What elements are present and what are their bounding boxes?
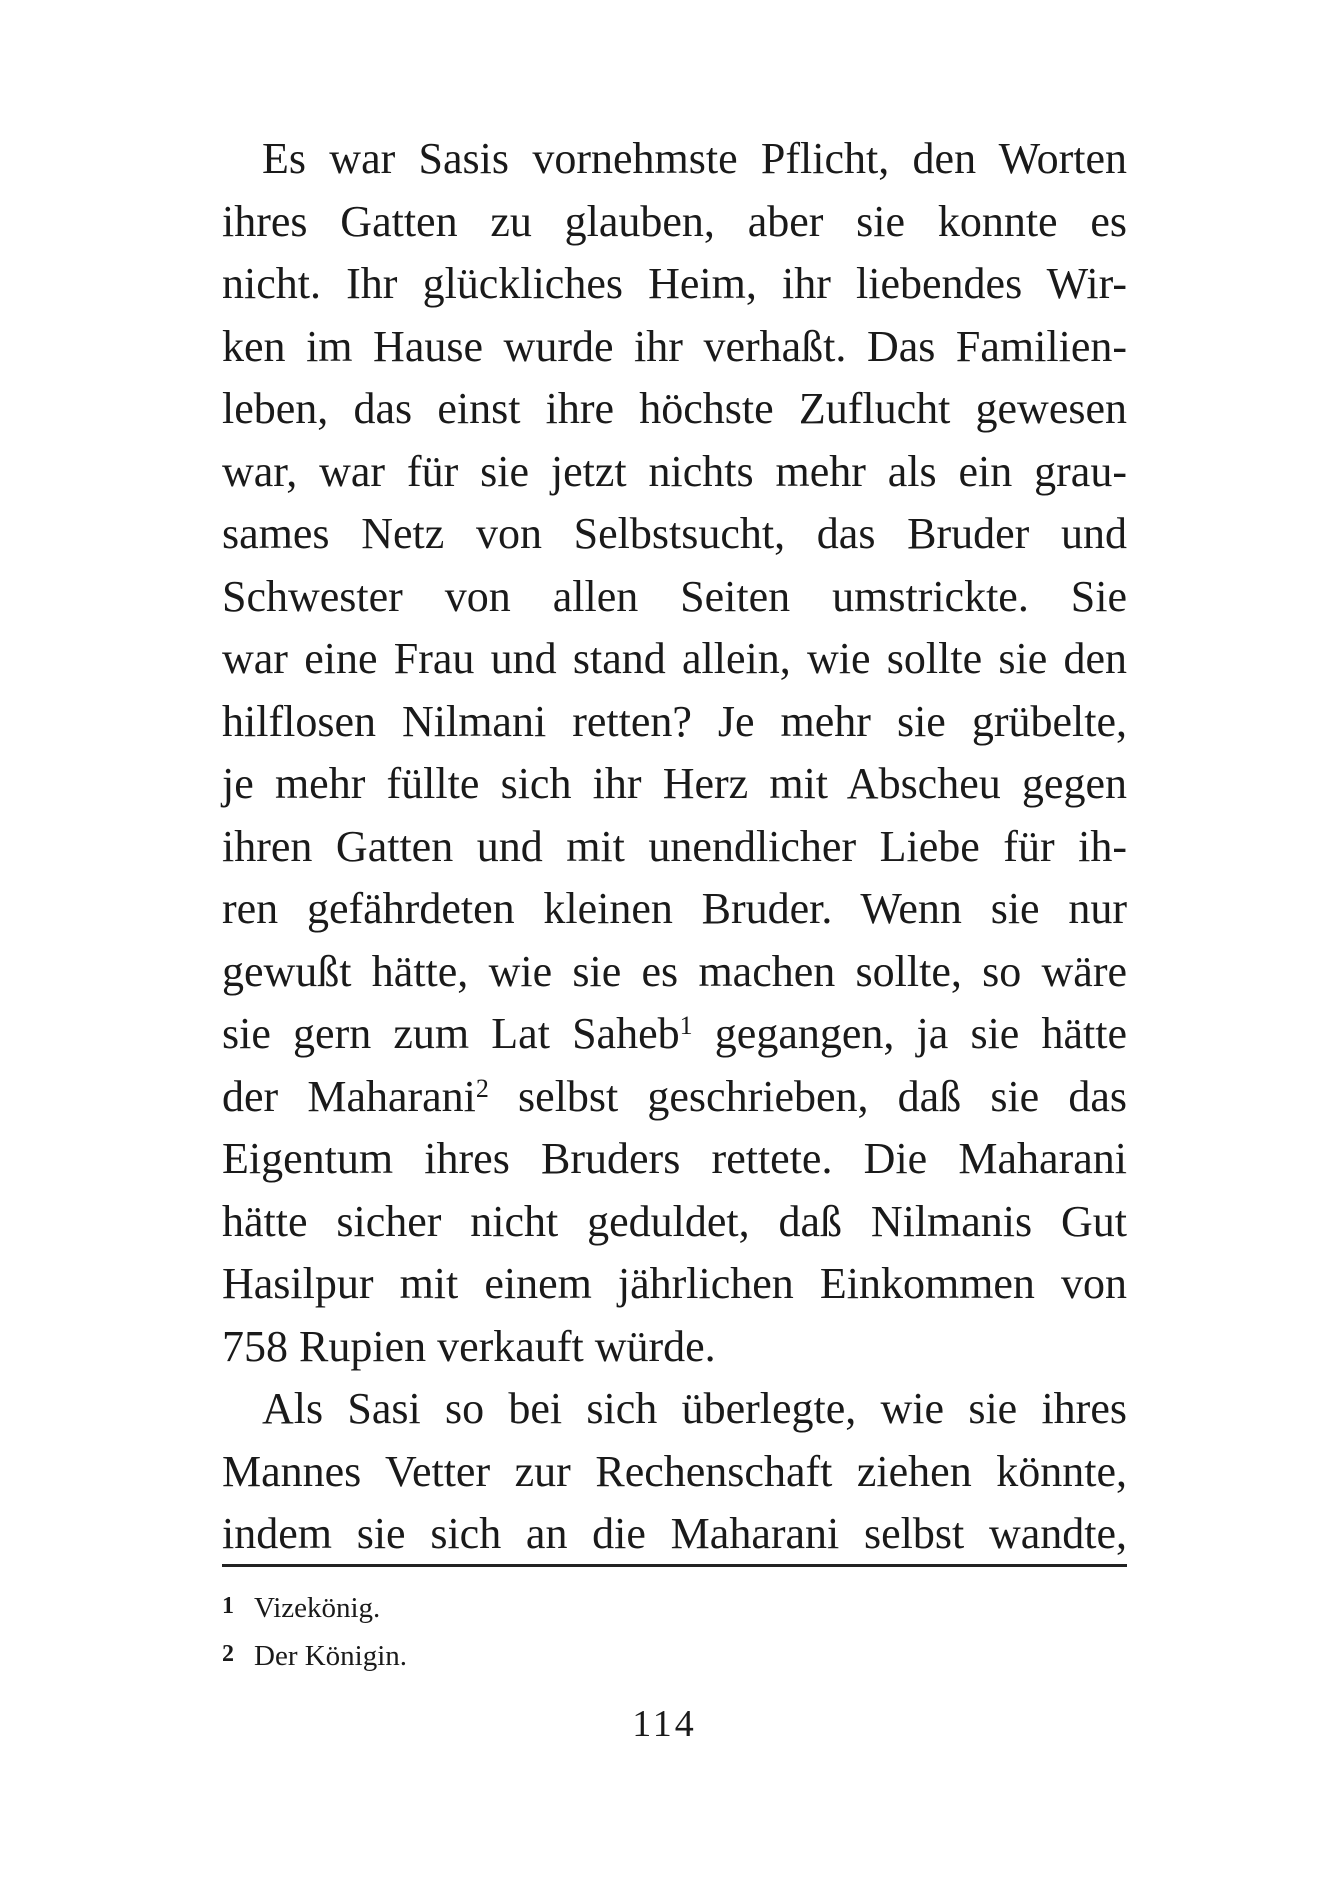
footnote-reference: 2 (475, 1073, 489, 1103)
text-line-with-footnote-ref (222, 1066, 1127, 1129)
footnote (222, 1630, 1127, 1678)
text-line: sames Netz von Selbstsucht, das Bruder und (222, 509, 1127, 558)
text-line: hätte sicher nicht geduldet, daß Nilmanis Gut (222, 1196, 1127, 1246)
text-line: leben, das einst ihre höchste Zuflucht gewesen (222, 384, 1127, 433)
line-text: der Maharani (222, 1071, 476, 1121)
footnote-number: 2 (222, 1641, 234, 1667)
text-line: ihres Gatten zu glauben, aber sie konnte es (222, 196, 1127, 246)
body-text (222, 128, 1127, 1566)
text-line-with-footnote-ref (222, 1003, 1127, 1066)
text-line: 758 Rupien verkauft würde. (222, 1321, 716, 1371)
text-line: ken im Hause wurde ihr verhaßt. Das Familien- (222, 321, 1127, 371)
text-line: gewußt hätte, wie sie es machen sollte, so wäre (222, 946, 1127, 996)
text-line: je mehr füllte sich ihr Herz mit Abscheu gegen (222, 759, 1127, 808)
text-line: indem sie sich an die Maharani selbst wandte, (222, 1509, 1127, 1558)
footnote-divider (222, 1564, 1127, 1567)
footnote-reference: 1 (679, 1011, 693, 1040)
line-text: sie gern zum Lat Saheb (222, 1009, 680, 1058)
text-line: Eigentum ihres Bruders rettete. Die Maharani (222, 1134, 1127, 1183)
line-text: gegangen, ja sie hätte (692, 1009, 1127, 1058)
text-line: nicht. Ihr glückliches Heim, ihr liebendes Wir- (222, 259, 1127, 308)
footnote-number: 1 (222, 1593, 234, 1619)
text-line: Hasilpur mit einem jährlichen Einkommen von (222, 1259, 1127, 1308)
line-text: selbst geschrieben, daß sie das (488, 1071, 1127, 1121)
text-line: Mannes Vetter zur Rechenschaft ziehen könnte, (222, 1446, 1127, 1496)
text-line: hilflosen Nilmani retten? Je mehr sie grübelte, (222, 696, 1127, 746)
footnotes (222, 1582, 1127, 1678)
text-line: Schwester von allen Seiten umstrickte. Sie (222, 571, 1127, 621)
footnote-text: Der Königin. (254, 1640, 408, 1672)
text-line: Es war Sasis vornehmste Pflicht, den Worten (262, 134, 1127, 183)
text-line: Als Sasi so bei sich überlegte, wie sie ihres (262, 1384, 1127, 1433)
page-number: 114 (632, 1703, 697, 1745)
footnote-text: Vizekönig. (254, 1592, 381, 1624)
footnote (222, 1582, 1127, 1630)
text-line: war eine Frau und stand allein, wie sollte sie den (222, 634, 1127, 683)
text-line: ren gefährdeten kleinen Bruder. Wenn sie nur (222, 884, 1127, 933)
text-line: ihren Gatten und mit unendlicher Liebe für ih- (222, 821, 1127, 871)
text-line: war, war für sie jetzt nichts mehr als ein grau- (222, 446, 1127, 496)
